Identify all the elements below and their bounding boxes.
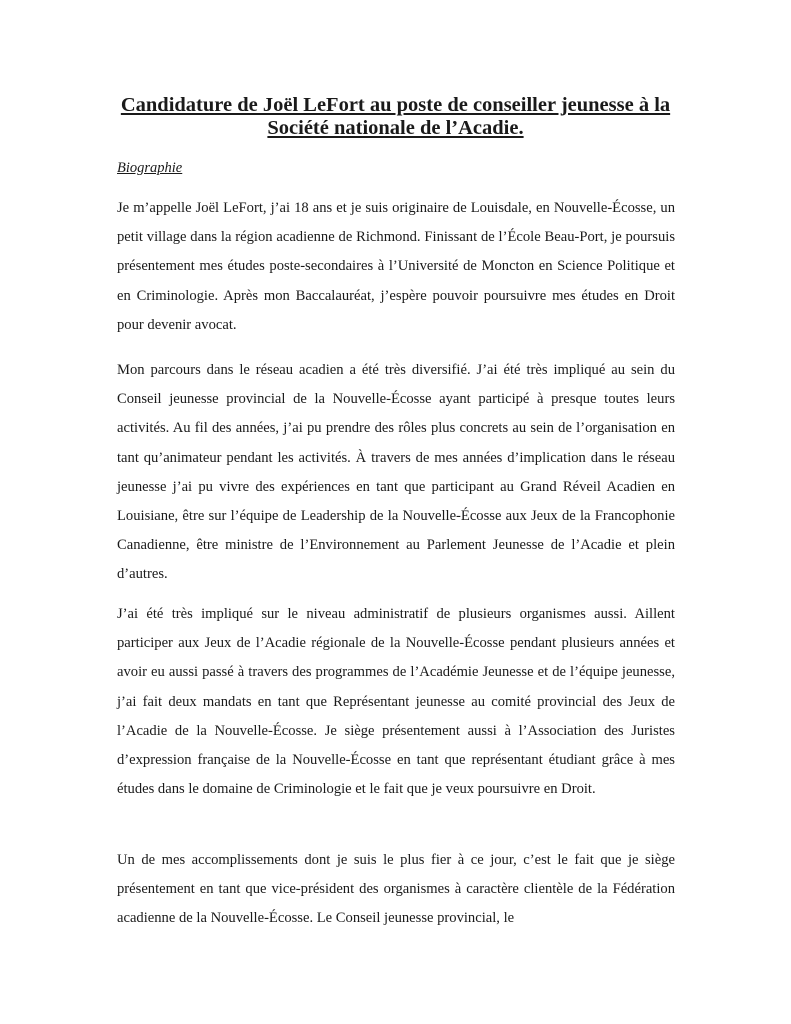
paragraph-2: Mon parcours dans le réseau acadien a été très diversifié. J’ai été très impliqué au sein du Conseil jeunesse provincial de la Nouvelle-Écosse ayant participé à presque toutes leurs activités. Au fil des années, j’ai pu prendre des rôles plus concrets au sein de l’organisation en tant qu’animateur pendant les activités. À travers de mes années d’implication dans le réseau jeunesse j’ai pu vivre des expériences en tant que participant au Grand Réveil Acadien en Louisiane, être sur l’équipe de Leadership de la Nouvelle-Écosse aux Jeux de la Francophonie Canadienne, être ministre de l’Environnement au Parlement Jeunesse de l’Acadie et plein d’autres. (117, 362, 675, 583)
section-heading: Biographie (117, 160, 183, 176)
paragraph-1: Je m’appelle Joël LeFort, j’ai 18 ans et je suis originaire de Louisdale, en Nouvelle-Écosse, un petit village dans la région acadienne de Richmond. Finissant de l’École Beau-Port, je poursuis présentement mes études poste-secondaires à l’Université de Moncton en Science Politique et en Criminologie. Après mon Baccalauréat, j’espère pouvoir poursuivre mes études en Droit pour devenir avocat. (117, 200, 675, 333)
paragraph-3: J’ai été très impliqué sur le niveau administratif de plusieurs organismes aussi. Aillent participer aux Jeux de l’Acadie régionale de la Nouvelle-Écosse pendant plusieurs années et avoir eu aussi passé à travers des programmes de l’Académie Jeunesse et de l’équipe jeunesse, j’ai fait deux mandats en tant que Représentant jeunesse au comité provincial des Jeux de l’Acadie de la Nouvelle-Écosse. Je siège présentement aussi à l’Association des Juristes d’expression française de la Nouvelle-Écosse en tant que représentant étudiant grâce à mes études dans le domaine de Criminologie et le fait que je veux poursuivre en Droit. (117, 606, 675, 798)
document-title: Candidature de Joël LeFort au poste de conseiller jeunesse à la Société nationale de l’Acadie. (120, 94, 671, 139)
paragraph-4: Un de mes accomplissements dont je suis le plus fier à ce jour, c’est le fait que je siège présentement en tant que vice-président des organismes à caractère clientèle de la Fédération acadienne de la Nouvelle-Écosse. Le Conseil jeunesse provincial, le (117, 852, 675, 927)
